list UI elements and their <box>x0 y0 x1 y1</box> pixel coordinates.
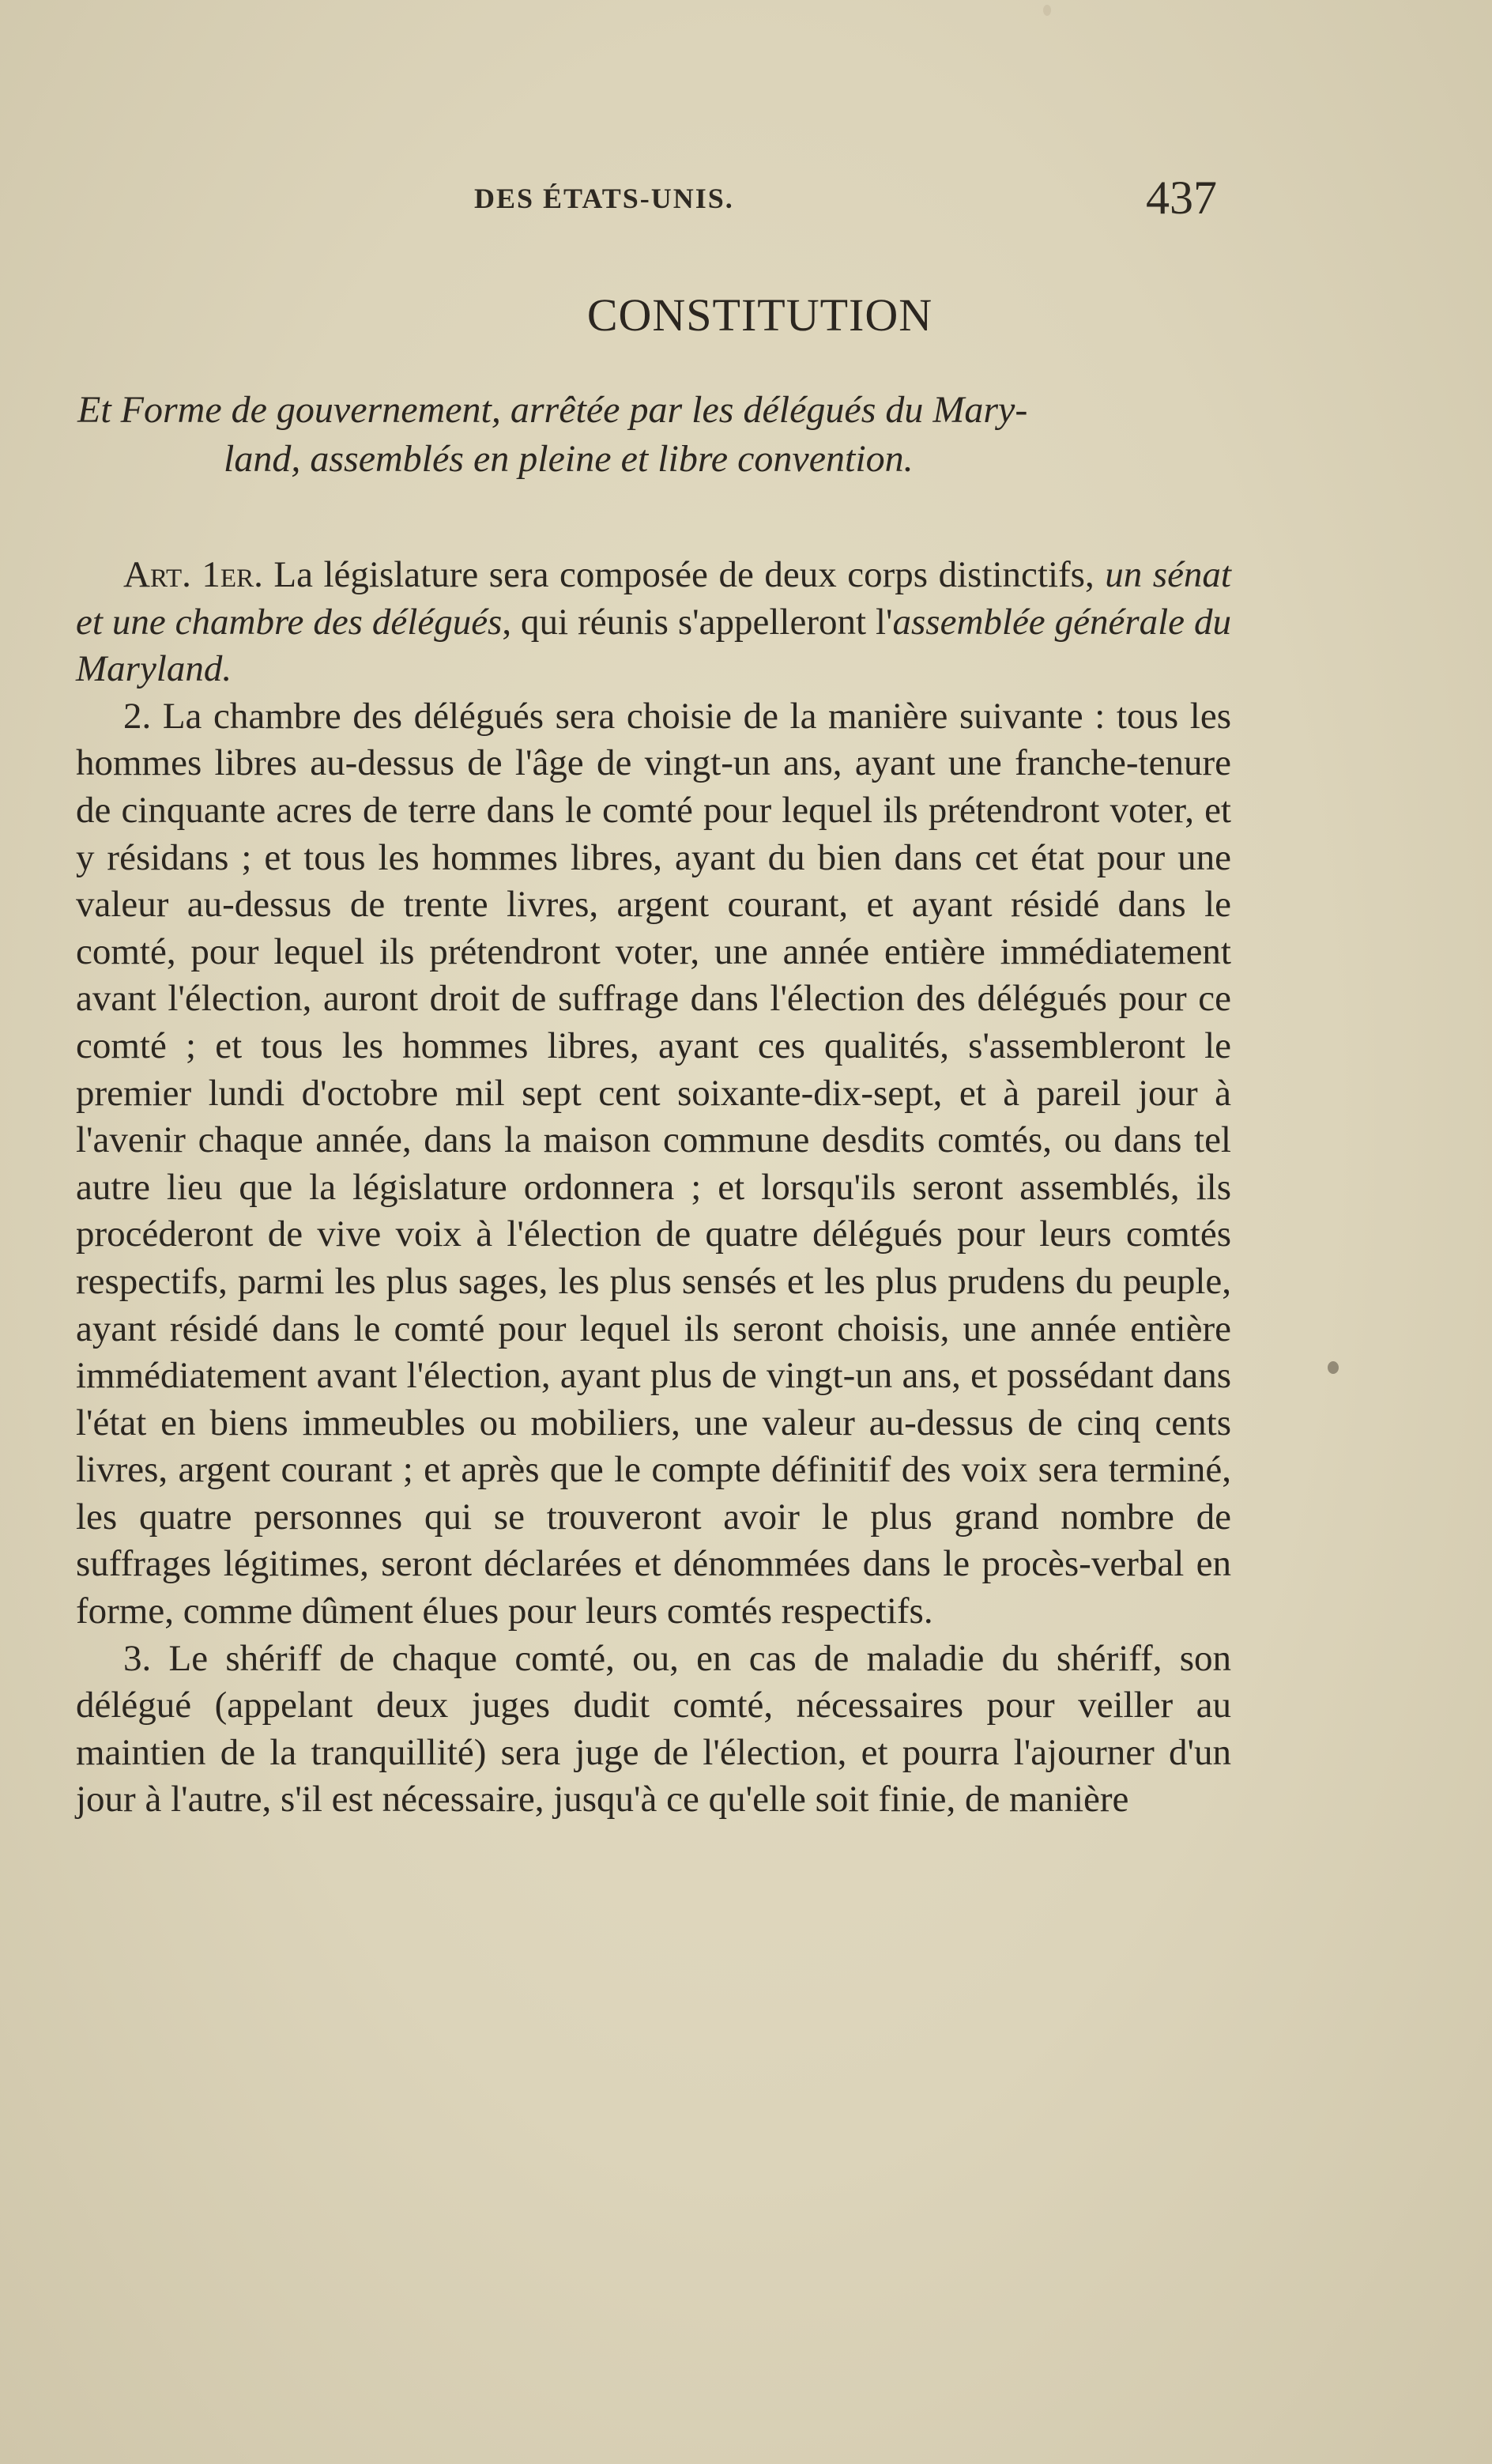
article-emphasis: assemblée générale du Maryland. <box>76 601 1231 690</box>
running-title: DES ÉTATS-UNIS. <box>474 183 734 214</box>
article-label: Art. 1er. <box>123 554 263 595</box>
article-label: 3. <box>123 1637 152 1679</box>
article-1 <box>76 552 1231 693</box>
article-text: , qui réunis s'appelleront l' <box>502 601 893 643</box>
article-label: 2. <box>123 695 152 737</box>
section-heading: CONSTITUTION <box>586 289 933 341</box>
subtitle-line-2: land, assemblés en pleine et libre convention. <box>224 438 914 480</box>
article-text: La chambre des délégués sera choisie de la manière suivante : tous les hommes libres au-dessus de l'âge de vingt-un ans, ayant une franche-tenure de cinquante acres de terre dans le comté pour lequel ils prétendront voter, et y résidans ; et tous les hommes libres, ayant du bien dans cet état pour une valeur au-dessus de trente livres, argent courant, et ayant résidé dans le comté, pour lequel ils prétendront voter, une année entière immédiatement avant l'élection, auront droit de suffrage dans l'élection des délégués pour ce comté ; et tous les hommes libres, ayant ces qualités, s'assembleront le premier lundi d'octobre mil sept cent soixante-dix-sept, et à pareil jour à l'avenir chaque année, dans la maison commune desdits comtés, ou dans tel autre lieu que la législature ordonnera ; et lorsqu'ils seront assemblés, ils procéderont de vive voix à l'élection de quatre délégués pour leurs comtés respectifs, parmi les plus sages, les plus sensés et les plus prudens du peuple, ayant résidé dans le comté pour lequel ils seront choisis, une année entière immédiatement avant l'élection, ayant plus de vingt-un ans, et possédant dans l'état en biens immeubles ou mobiliers, une valeur au-dessus de cinq cents livres, argent courant ; et après que le compte définitif des voix sera terminé, les quatre personnes qui se trouveront avoir le plus grand nombre de suffrages légitimes, seront déclarées et dénommées dans le procès-verbal en forme, comme dûment élues pour leurs comtés respectifs. <box>76 695 1231 1632</box>
paper-stain <box>1043 5 1051 16</box>
paper-stain <box>1328 1361 1339 1374</box>
body-text <box>76 552 1231 1824</box>
running-head <box>0 172 1492 229</box>
article-text: La législature sera composée de deux corps distinctifs, <box>262 554 1106 595</box>
article-text: Le shériff de chaque comté, ou, en cas de maladie du shériff, son délégué (appelant deux juges dudit comté, nécessaires pour veiller au maintien de la tranquillité) sera juge de l'élection, et pourra l'ajourner d'un jour à l'autre, s'il est nécessaire, jusqu'à ce qu'elle soit finie, de manière <box>76 1637 1231 1821</box>
article-2 <box>76 693 1231 1636</box>
subtitle-line-1: Et Forme de gouvernement, arrêtée par les délégués du Mary- <box>77 389 1028 431</box>
page-number: 437 <box>1146 172 1217 224</box>
section-subtitle <box>77 386 1231 484</box>
article-emphasis: un sénat et une chambre des délégués <box>76 554 1231 643</box>
article-3 <box>76 1636 1231 1824</box>
